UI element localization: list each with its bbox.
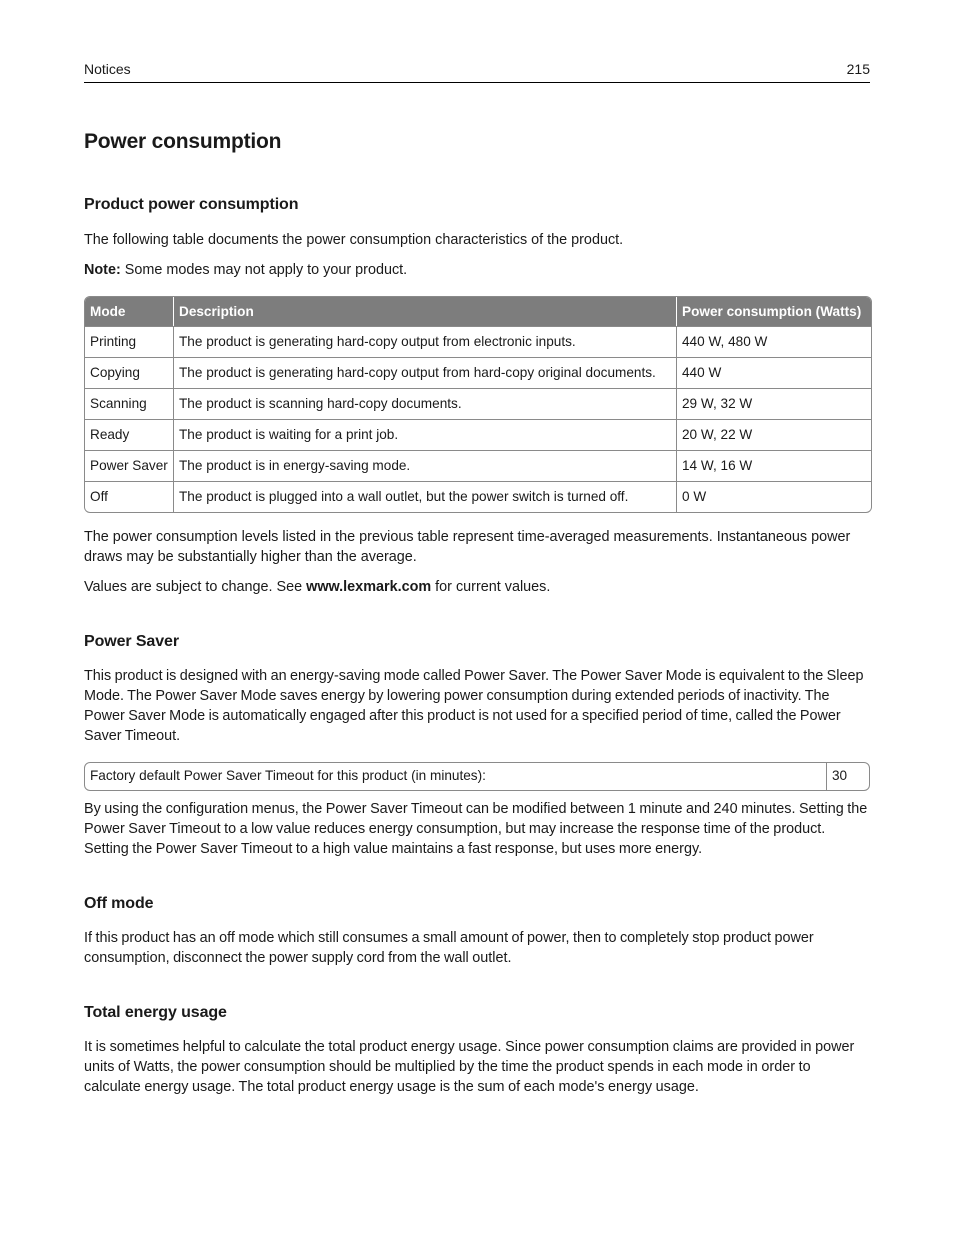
power-cell: 440 W, 480 W: [682, 334, 768, 349]
header-section-label: Notices: [84, 61, 131, 77]
column-header-description: Description: [174, 297, 677, 326]
description-cell: The product is in energy-saving mode.: [174, 451, 677, 481]
power-cell: 0 W: [682, 489, 707, 504]
power-saver-heading: Power Saver: [84, 633, 179, 650]
power-saver-timeout-table: [84, 762, 870, 791]
running-header: [84, 60, 870, 83]
table-row: [85, 450, 871, 481]
table-row: [85, 419, 871, 450]
power-saver-paragraph: This product is designed with an energy-saving mode called Power Saver. The Power Saver Mode is equivalent to the Sleep Mode. The Power Saver Mode saves energy by lowering power consumption during extended periods of inactivity. The Power Saver Mode is automatically engaged after this product is not used for a specified period of time, called the Power Saver Timeout.: [84, 668, 864, 744]
values-suffix: for current values.: [431, 579, 551, 595]
power-cell: 29 W, 32 W: [682, 396, 753, 411]
description-cell: The product is plugged into a wall outlet, but the power switch is turned off.: [174, 482, 677, 512]
mode-cell: Copying: [85, 358, 174, 388]
description-cell: The product is generating hard-copy output from hard-copy original documents.: [174, 358, 677, 388]
timeout-label-cell: Factory default Power Saver Timeout for this product (in minutes):: [85, 763, 827, 790]
power-consumption-table: [84, 296, 872, 513]
description-cell: The product is scanning hard-copy documents.: [174, 389, 677, 419]
page-number: 215: [846, 61, 870, 77]
table-row: [85, 326, 871, 357]
page-title: Power consumption: [84, 130, 282, 153]
mode-cell: Scanning: [85, 389, 174, 419]
power-cell: 440 W: [682, 365, 722, 380]
power-cell: 14 W, 16 W: [682, 458, 753, 473]
total-energy-heading: Total energy usage: [84, 1004, 227, 1021]
power-saver-paragraph-2: By using the configuration menus, the Power Saver Timeout can be modified between 1 minute and 240 minutes. Setting the Power Saver Timeout to a low value reduces energy consumption, but may increase the response time of the product. Setting the Power Saver Timeout to a high value maintains a fast response, but uses more energy.: [84, 801, 868, 857]
after-table-paragraph: The power consumption levels listed in the previous table represent time-averaged measurements. Instantaneous power draws may be substantially higher than the average.: [84, 529, 851, 565]
note-label: Note:: [84, 262, 121, 278]
values-prefix: Values are subject to change. See: [84, 579, 307, 595]
table-row: [85, 481, 871, 512]
off-mode-heading: Off mode: [84, 895, 154, 912]
table-header-row: [85, 297, 871, 326]
off-mode-paragraph: If this product has an off mode which still consumes a small amount of power, then to completely stop product power consumption, disconnect the power supply cord from the wall outlet.: [84, 930, 814, 966]
timeout-value-cell: 30: [832, 768, 848, 783]
mode-cell: Off: [85, 482, 174, 512]
note-text: Some modes may not apply to your product.: [120, 262, 408, 278]
lexmark-link[interactable]: www.lexmark.com: [306, 579, 432, 595]
column-header-power: Power consumption (Watts): [682, 304, 862, 319]
description-cell: The product is generating hard-copy output from electronic inputs.: [174, 327, 677, 357]
product-power-heading: Product power consumption: [84, 196, 299, 213]
mode-cell: Power Saver: [85, 451, 174, 481]
power-cell: 20 W, 22 W: [682, 427, 753, 442]
mode-cell: Ready: [85, 420, 174, 450]
table-row: [85, 388, 871, 419]
table-row: [85, 357, 871, 388]
product-power-intro: The following table documents the power consumption characteristics of the product.: [84, 232, 624, 248]
mode-cell: Printing: [85, 327, 174, 357]
description-cell: The product is waiting for a print job.: [174, 420, 677, 450]
values-paragraph: [84, 577, 870, 597]
note-paragraph: [84, 260, 870, 280]
column-header-mode: Mode: [85, 297, 174, 326]
total-energy-paragraph: It is sometimes helpful to calculate the total product energy usage. Since power consumption claims are provided in power units of Watts, the power consumption should be multiplied by the time the product spends in each mode in order to calculate energy usage. The total product energy usage is the sum of each mode's energy usage.: [84, 1039, 855, 1095]
